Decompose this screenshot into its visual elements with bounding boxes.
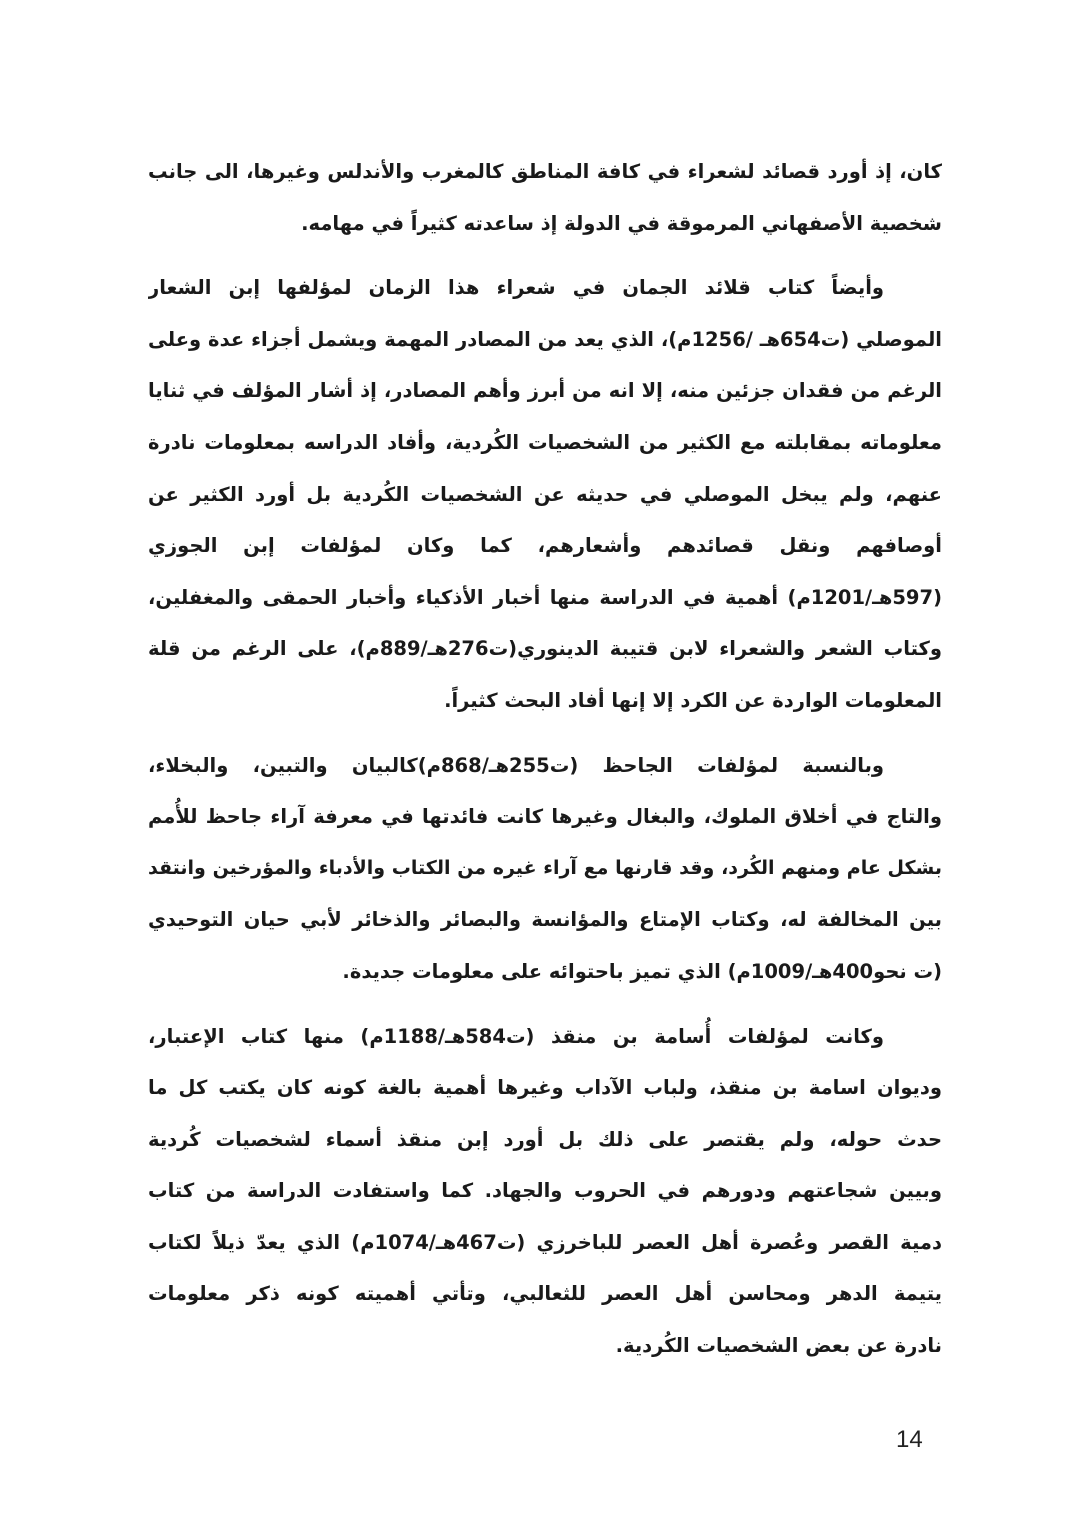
paragraph-3 bbox=[148, 740, 942, 998]
text-line: كان، إذ أورد قصائد لشعراء في كافة المناطق كالمغرب والأندلس وغيرها، الى جانب bbox=[148, 160, 942, 183]
text-line: نادرة عن بعض الشخصيات الكُردية. bbox=[615, 1334, 942, 1358]
text-line: دمية القصر وعُصرة أهل العصر للباخرزي (ت467هـ/1074م) الذي يعدّ ذيلاً لكتاب bbox=[148, 1230, 942, 1254]
text-line: بين المخالفة له، وكتاب الإمتاع والمؤانسة والبصائر والذخائر لأبي حيان التوحيدي bbox=[148, 908, 942, 932]
text-line: الموصلي (ت654هـ /1256م)، الذي يعد من المصادر المهمة ويشمل أجزاء عدة وعلى bbox=[148, 327, 942, 351]
text-line: والتاج في أخلاق الملوك، والبغال وغيرها كانت فائدتها في معرفة آراء جاحظ للأُمم bbox=[148, 805, 942, 829]
text-line: يتيمة الدهر ومحاسن أهل العصر للثعالبي، وتأتي أهميته كونه ذكر معلومات bbox=[148, 1282, 942, 1306]
text-line: الرغم من فقدان جزئين منه، إلا انه من أبرز وأهم المصادر، إذ أشار المؤلف في ثنايا bbox=[148, 379, 942, 403]
text-line: وكتاب الشعر والشعراء لابن قتيبة الدينوري(ت276هـ/889م)، على الرغم من قلة bbox=[148, 637, 942, 661]
text-line: حدث حوله، ولم يقتصر على ذلك بل أورد إبن منقذ أسماء لشخصيات كُردية bbox=[148, 1127, 942, 1151]
text-line: وبالنسبة لمؤلفات الجاحظ (ت255هـ/868م)كالبيان والتبين، والبخلاء، bbox=[148, 753, 885, 777]
paragraph-2 bbox=[148, 262, 942, 726]
paragraph-4 bbox=[148, 1011, 942, 1372]
page-number: 14 bbox=[896, 1426, 923, 1453]
text-line: معلوماته بمقابلته مع الكثير من الشخصيات الكُردية، وأفاد الدراسه بمعلومات نادرة bbox=[148, 430, 942, 454]
text-line: وديوان اسامة بن منقذ، ولباب الآداب وغيرها أهمية بالغة كونه كان يكتب كل ما bbox=[148, 1076, 942, 1100]
paragraph-1 bbox=[148, 146, 942, 249]
text-line: عنهم، ولم يبخل الموصلي في حديثه عن الشخصيات الكُردية بل أورد الكثير عن bbox=[148, 482, 942, 506]
text-line: (ت نحو400هـ/1009م) الذي تميز باحتوائه على معلومات جديدة. bbox=[342, 959, 942, 983]
text-line: المعلومات الواردة عن الكرد إلا إنها أفاد البحث كثيراً. bbox=[444, 688, 942, 712]
text-line: وأيضاً كتاب قلائد الجمان في شعراء هذا الزمان لمؤلفها إبن الشعار bbox=[148, 276, 884, 300]
text-line: وكانت لمؤلفات أُسامة بن منقذ (ت584هـ/1188م) منها كتاب الإعتبار، bbox=[148, 1024, 884, 1048]
text-line: أوصافهم ونقل قصائدهم وأشعارهم، كما وكان لمؤلفات إبن الجوزي bbox=[148, 534, 942, 558]
text-line: (597هـ/1201م) أهمية في الدراسة منها أخبار الأذكياء وأخبار الحمقى والمغفلين، bbox=[148, 585, 942, 609]
text-line: شخصية الأصفهاني المرموقة في الدولة إذ ساعدته كثيراً في مهامه. bbox=[301, 211, 942, 235]
text-line: وبيين شجاعتهم ودورهم في الحروب والجهاد. كما واستفادت الدراسة من كتاب bbox=[148, 1179, 942, 1203]
body-text bbox=[148, 146, 942, 1385]
text-line: بشكل عام ومنهم الكُرد، وقد قارنها مع آراء غيره من الكتاب والأدباء والمؤرخين وانتقد bbox=[148, 856, 942, 879]
